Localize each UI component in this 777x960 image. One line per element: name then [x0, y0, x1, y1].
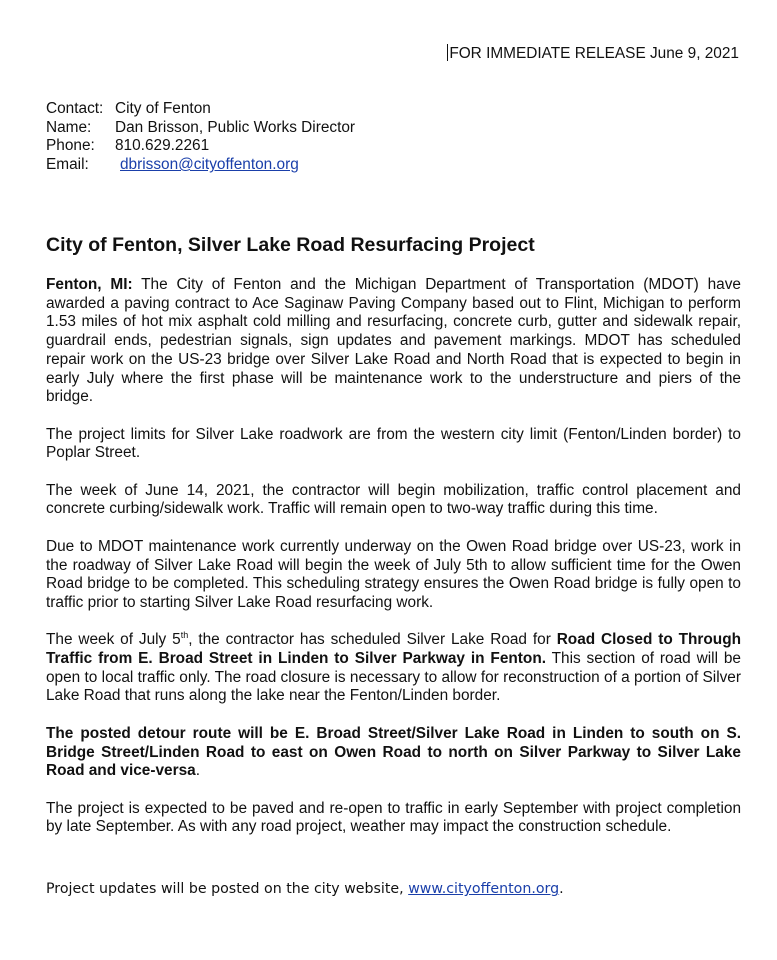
- page-title: City of Fenton, Silver Lake Road Resurfacing Project: [46, 234, 535, 256]
- name-value: Dan Brisson, Public Works Director: [115, 118, 356, 136]
- paragraph-detour: [46, 725, 741, 781]
- website-link[interactable]: www.cityoffenton.org: [408, 881, 560, 897]
- footer-end: .: [559, 881, 564, 897]
- ordinal-suffix: th: [180, 630, 189, 641]
- paragraph-road-closure: [46, 631, 741, 706]
- paragraph-intro: [46, 276, 741, 407]
- closure-bold-text: Road Closed to Through Traffic from E. Broad Street in Linden to Silver Parkway in Fenton.: [46, 631, 741, 667]
- email-link[interactable]: dbrisson@cityoffenton.org: [120, 156, 299, 174]
- footer-note: [46, 880, 564, 899]
- closure-text-b: , the contractor has scheduled Silver Lake Road for: [188, 631, 557, 649]
- name-label: Name:: [46, 118, 92, 136]
- email-row: [46, 156, 355, 175]
- paragraph-project-limits: The project limits for Silver Lake roadwork are from the western city limit (Fenton/Linden border) to Poplar Street.: [46, 425, 741, 462]
- detour-end: .: [195, 762, 200, 780]
- email-label: Email:: [46, 156, 89, 174]
- contact-value: City of Fenton: [115, 100, 211, 117]
- contact-label: Contact:: [46, 100, 104, 117]
- phone-value: 810.629.2261: [115, 137, 210, 155]
- closure-text-c: This section of road will be open to local traffic only. The road closure is necessary to allow for reconstruction of a portion of Silver Lake Road that runs along the lake near the Fenton/Linden border.: [46, 650, 741, 705]
- closure-text-a: The week of July 5: [46, 631, 181, 649]
- phone-label: Phone:: [46, 137, 95, 155]
- contact-row: [46, 100, 355, 119]
- press-release-body: [46, 276, 741, 856]
- dateline: Fenton, MI:: [46, 276, 133, 293]
- paragraph-mobilization: The week of June 14, 2021, the contractor will begin mobilization, traffic control placement and concrete curbing/sidewalk work. Traffic will remain open to two-way traffic during this time.: [46, 481, 741, 518]
- detour-bold-text: The posted detour route will be E. Broad Street/Silver Lake Road in Linden to south on S. Bridge Street/Linden Road to east on Owen Road to north on Silver Parkway to Silver Lake Road and vice-versa: [46, 724, 741, 780]
- name-row: [46, 119, 355, 138]
- release-date-line: FOR IMMEDIATE RELEASE June 9, 2021: [449, 45, 739, 62]
- contact-block: [46, 100, 355, 175]
- intro-text: The City of Fenton and the Michigan Department of Transportation (MDOT) have awarded a paving contract to Ace Saginaw Paving Company based out to Flint, Michigan to perform 1.53 miles of hot mix asphalt cold milling and resurfacing, concrete curb, gutter and sidewalk repair, guardrail ends, pedestrian signals, sign updates and pavement markings. MDOT has scheduled repair work on the US-23 bridge over Silver Lake Road and North Road that is expected to begin in early July where the first phase will be maintenance work to the understructure and piers of the bridge.: [46, 276, 741, 406]
- paragraph-completion: The project is expected to be paved and re-open to traffic in early September with project completion by late September. As with any road project, weather may impact the construction schedule.: [46, 799, 741, 836]
- phone-row: [46, 137, 355, 156]
- footer-text: Project updates will be posted on the city website,: [46, 881, 409, 897]
- paragraph-scheduling: Due to MDOT maintenance work currently underway on the Owen Road bridge over US-23, work in the roadway of Silver Lake Road will begin the week of July 5th to allow sufficient time for the Owen Road bridge to be completed. This scheduling strategy ensures the Owen Road bridge is fully open to traffic prior to starting Silver Lake Road resurfacing work.: [46, 537, 741, 611]
